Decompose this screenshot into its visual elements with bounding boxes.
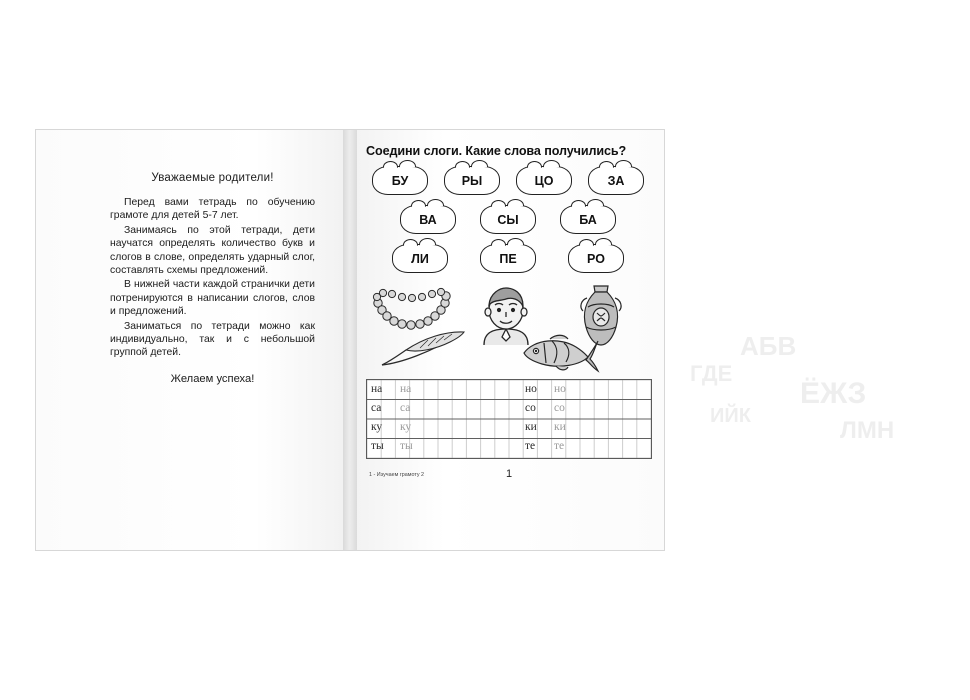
grid-cell-ghost: ты: [400, 440, 413, 452]
grid-cell-ghost: те: [554, 440, 565, 452]
syllable-label: РО: [587, 251, 605, 266]
syllable-label: ЗА: [607, 173, 625, 188]
grid-cell-ghost: са: [400, 402, 411, 414]
watermark-letters-3: ЁЖЗ: [800, 377, 867, 410]
salutation: Уважаемые родители!: [151, 172, 274, 184]
syllable-label: ВА: [419, 212, 437, 227]
grid-cell-written: со: [525, 402, 536, 414]
intro-paragraph-4: Заниматься по тетради можно как индивидуально, так и с небольшой группой детей.: [110, 320, 315, 359]
syllable-label: ЦО: [534, 173, 554, 188]
syllable-clouds: [366, 166, 650, 273]
background-watermark: [680, 325, 970, 455]
syllable-label: БА: [579, 212, 597, 227]
left-page-text-block: [110, 172, 315, 385]
grid-cell-written: ки: [525, 421, 537, 433]
syllable-cloud-va[interactable]: [400, 205, 456, 234]
grid-handwriting: [367, 380, 651, 458]
grid-cell-written: ты: [371, 440, 384, 452]
grid-cell-ghost: ку: [400, 421, 412, 433]
syllable-cloud-sy[interactable]: [480, 205, 536, 234]
syllable-cloud-ba[interactable]: [560, 205, 616, 234]
page-number: 1: [505, 468, 513, 480]
syllable-label: ЛИ: [411, 251, 429, 266]
syllable-label: СЫ: [497, 212, 519, 227]
grid-cell-ghost: на: [400, 383, 412, 395]
task-title: Соедини слоги. Какие слова получились?: [366, 144, 627, 158]
open-book: [36, 130, 895, 550]
intro-paragraph-2: Занимаясь по этой тетради, дети научатся определять количество букв и слогов в слове, определять ударный слог, составлять схемы предложений.: [110, 224, 315, 277]
grid-cell-written: на: [371, 383, 383, 395]
syllable-cloud-pe[interactable]: [480, 244, 536, 273]
watermark-letters-5: ЛМН: [840, 417, 895, 444]
syllable-cloud-ry[interactable]: [444, 166, 500, 195]
watermark-letters-4: ИЙК: [710, 405, 751, 427]
syllable-cloud-bu[interactable]: [372, 166, 428, 195]
syllable-row-2: [366, 205, 650, 234]
syllable-cloud-tso[interactable]: [516, 166, 572, 195]
syllable-label: РЫ: [461, 173, 483, 188]
feather-picture: [376, 329, 472, 369]
grid-cell-ghost: со: [554, 402, 565, 414]
grid-cell-written: ку: [371, 421, 383, 433]
picture-strip: [366, 283, 650, 375]
grid-cell-written: те: [525, 440, 536, 452]
syllable-row-1: [366, 166, 650, 195]
grid-cell-written: но: [525, 383, 537, 395]
intro-paragraph-3: В нижней части каждой странички дети потренируются в написании слогов, слов и предложений.: [110, 279, 315, 318]
footer-note: 1 - Изучаем грамоту 2: [369, 472, 425, 478]
fish-picture: [516, 331, 600, 375]
closing-wish: Желаем успеха!: [170, 372, 255, 385]
beads-picture: [370, 289, 460, 333]
grid-cell-ghost: ки: [554, 421, 566, 433]
grid-cell-written: са: [371, 402, 382, 414]
left-page: [36, 130, 351, 550]
intro-paragraph-1: Перед вами тетрадь по обучению грамоте для детей 5-7 лет.: [110, 197, 315, 222]
syllable-cloud-za[interactable]: [588, 166, 644, 195]
watermark-letters-2: ГДЕ: [690, 361, 733, 386]
right-page: [350, 130, 895, 550]
watermark-letters-1: АБВ: [740, 331, 797, 361]
syllable-label: ПЕ: [499, 251, 517, 266]
syllable-cloud-ro[interactable]: [568, 244, 624, 273]
grid-cell-ghost: но: [554, 383, 566, 395]
syllable-row-3: [366, 244, 650, 273]
writing-grid[interactable]: [366, 379, 652, 480]
exercise-area: [366, 144, 650, 480]
syllable-cloud-li[interactable]: [392, 244, 448, 273]
syllable-label: БУ: [391, 173, 409, 188]
